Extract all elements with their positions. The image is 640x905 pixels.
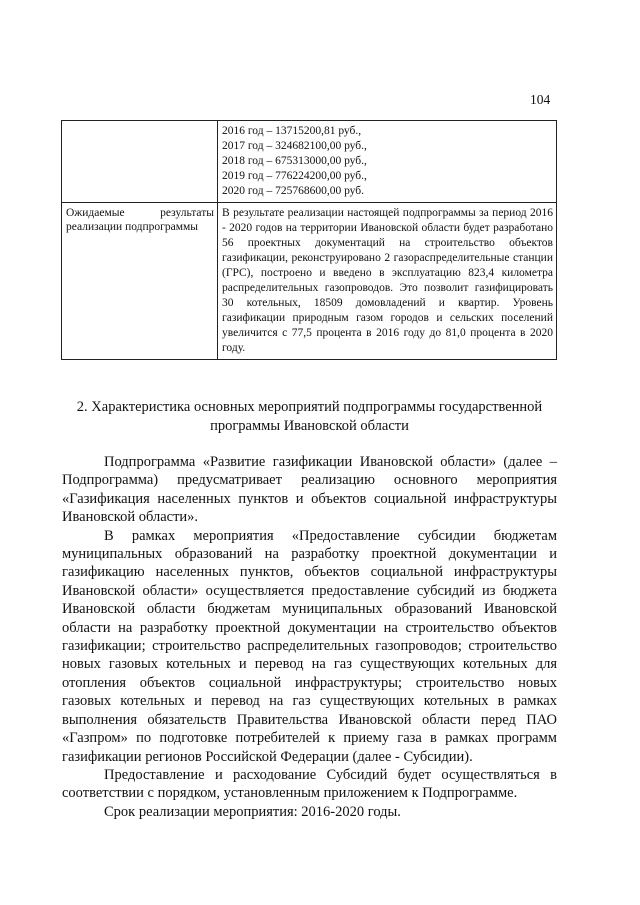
funding-line-2020: 2020 год – 725768600,00 руб. xyxy=(222,185,364,197)
funding-line-2019: 2019 год – 776224200,00 руб., xyxy=(222,170,367,182)
section-heading: 2. Характеристика основных мероприятий подпрограммы государственной программы Ивановской области xyxy=(76,399,543,434)
table-row xyxy=(62,121,557,203)
table-row xyxy=(62,203,557,360)
funding-line-2017: 2017 год – 324682100,00 руб., xyxy=(222,140,367,152)
paragraph-subprogram-intro: Подпрограмма «Развитие газификации Ивановской области» (далее – Подпрограмма) предусматривает реализацию основного мероприятия «Газификация населенных пунктов и объектов социальной инфраструктуры Ивановской области». xyxy=(62,454,557,526)
paragraph-subsidy-activities: В рамках мероприятия «Предоставление субсидии бюджетам муниципальных образований на разработку проектной документации и газификацию населенных пунктов, объектов социальной инфраструктуры Ивановской области» осуществляется предоставление субсидий из бюджета Ивановской области бюджетам муниципальных образований Ивановской области на разработку проектной документации на строительство объектов газификации; строительство распределительных газопроводов; строительство новых газовых котельных и перевод на газ существующих котельных для отопления объектов социальной инфраструктуры; строительство новых газовых котельных и перевод на газ существующих котельных в рамках выполнения обязательств Правительства Ивановской области перед ПАО «Газпром» по подготовке потребителей к приему газа в рамках программ газификации регионов Российской Федерации (далее - Субсидии). xyxy=(62,527,557,765)
page-number: 104 xyxy=(530,92,551,107)
passport-table xyxy=(61,120,557,360)
funding-line-2018: 2018 год – 675313000,00 руб., xyxy=(222,155,367,167)
funding-line-2016: 2016 год – 13715200,81 руб., xyxy=(222,125,362,137)
paragraph-subsidy-procedure: Предоставление и расходование Субсидий будет осуществляться в соответствии с порядком, установленным приложением к Подпрограмме. xyxy=(62,766,557,802)
expected-results-label: Ожидаемые результаты реализации подпрограммы xyxy=(62,203,218,360)
expected-results-text: В результате реализации настоящей подпрограммы за период 2016 - 2020 годов на территории Ивановской области будет разработано 56 проектных документаций на строительство объектов газификации, реконструировано 2 газораспределительные станции (ГРС), построено и введено в эксплуатацию 823,4 километра распределительных газопроводов. Это позволит газифицировать 30 котельных, 18509 домовладений и квартир. Уровень газификации природным газом городов и сельских поселений увеличится с 77,5 процента в 2016 году до 81,0 процента в 2020 году. xyxy=(218,203,557,360)
table-label-cell xyxy=(62,121,218,203)
section-body xyxy=(62,453,557,821)
paragraph-implementation-period: Срок реализации мероприятия: 2016-2020 годы. xyxy=(104,803,401,820)
funding-by-year-cell xyxy=(218,121,557,203)
